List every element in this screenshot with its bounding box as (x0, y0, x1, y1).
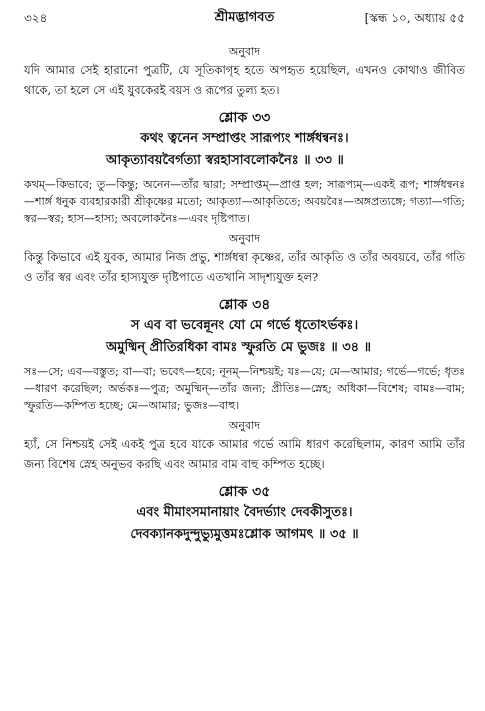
sloka-35-line-2: দেবক্যানকদুন্দুভ্যুমুত্তমঃশ্লোক আগমৎ ॥ ৩৫ ॥ (130, 527, 359, 542)
sloka-33-translation: কিন্তু কিভাবে এই যুবক, আমার নিজ প্রভু, শার্ঙ্গধন্বা কৃষ্ণের, তাঁর আকৃতি ও তাঁর অবয়বে, তাঁর গতি ও তাঁর স্বর এবং তাঁর হাস্যযুক্ত দৃষ্টিপাতে এতখানি সাদৃশ্যযুক্ত হল? (24, 250, 465, 284)
sloka-34-word-meaning: সঃ—সে; এব—বস্তুত; বা—বা; ভবেৎ—হবে; নূনম্—নিশ্চয়ই; যঃ—যে; মে—আমার; গর্ভে—গর্ভে; ধৃতঃ—ধারণ করেছিল; অর্ভকঃ—পুত্র; অমুষ্মিন্—তাঁর জন্য; প্রীতিঃ—স্নেহ; অধিকা—বিশেষ; বামঃ—বাম; স্ফুরতি—কম্পিত হচ্ছে; মে—আমার; ভুজঃ—বাহু। (24, 365, 465, 412)
translation-label: অনুবাদ (228, 232, 261, 245)
sloka-34-line-1: স এব বা ভবেন্নূনং যো মে গর্ভে ধৃতোঽর্ভকঃ। (130, 318, 359, 333)
page-header (24, 0, 465, 40)
section-reference: [স্কন্ধ ১০, অধ্যায় ৫৫ (364, 11, 465, 25)
sloka-34-line-2: অমুষ্মিন্ প্রীতিরধিকা বামঃ স্ফুরতি মে ভুজঃ ॥ ৩৪ ॥ (106, 340, 371, 355)
translation-label: অনুবাদ (228, 419, 261, 432)
sloka-33-heading: শ্লোক ৩৩ (218, 110, 271, 126)
translation-label: অনুবাদ (228, 45, 261, 58)
sloka-33-word-meaning: কথম্—কিভাবে; তু—কিন্তু; অনেন—তাঁর দ্বারা; সম্প্রাপ্তম্—প্রাপ্ত হল; সারূপ্যম্—একই রূপ; শার্ঙ্গধন্বনঃ—শার্ঙ্গ ধনুক ব্যবহারকারী শ্রীকৃষ্ণের মতো; আকৃত্যা—আকৃতিতে; অবয়বৈঃ—অঙ্গপ্রত্যঙ্গে; গত্যা—গতি; স্বর—স্বর; হাস—হাস্য; অবলোকনৈঃ—এবং দৃষ্টিপাত। (24, 178, 465, 225)
sloka-34-translation: হ্যাঁ, সে নিশ্চয়ই সেই একই পুত্র হবে যাকে আমার গর্ভে আমি ধারণ করেছিলাম, কারণ আমি তাঁর জন্য বিশেষ স্নেহ অনুভব করছি এবং আমার বাম বাহু কম্পিত হচ্ছে। (24, 437, 465, 471)
book-title: শ্রীমদ্ভাগবত (214, 10, 275, 25)
page-number: ৩২৪ (24, 11, 48, 25)
sloka-35-line-1: এবং মীমাংসমানায়াং বৈদর্ভ্যাং দেবকীসুতঃ। (136, 505, 353, 520)
translation-32: যদি আমার সেই হারানো পুত্রটি, যে সূতিকাগৃহ হতে অপহৃত হয়েছিল, এখনও কোথাও জীবিত থাকে, তা হলে সে এই যুবকেরই বয়স ও রূপের তুল্য হত। (24, 63, 465, 97)
sloka-35-heading: শ্লোক ৩৫ (218, 484, 271, 500)
sloka-33-line-2: আকৃত্যাবয়বৈর্গত্যা স্বরহাসাবলোকনৈঃ ॥ ৩৩ ॥ (106, 153, 344, 168)
sloka-34-heading: শ্লোক ৩৪ (218, 297, 271, 313)
sloka-33-line-1: কথং ত্বনেন সম্প্রাপ্তং সারূপ্যং শার্ঙ্গধন্বনঃ। (140, 131, 349, 146)
